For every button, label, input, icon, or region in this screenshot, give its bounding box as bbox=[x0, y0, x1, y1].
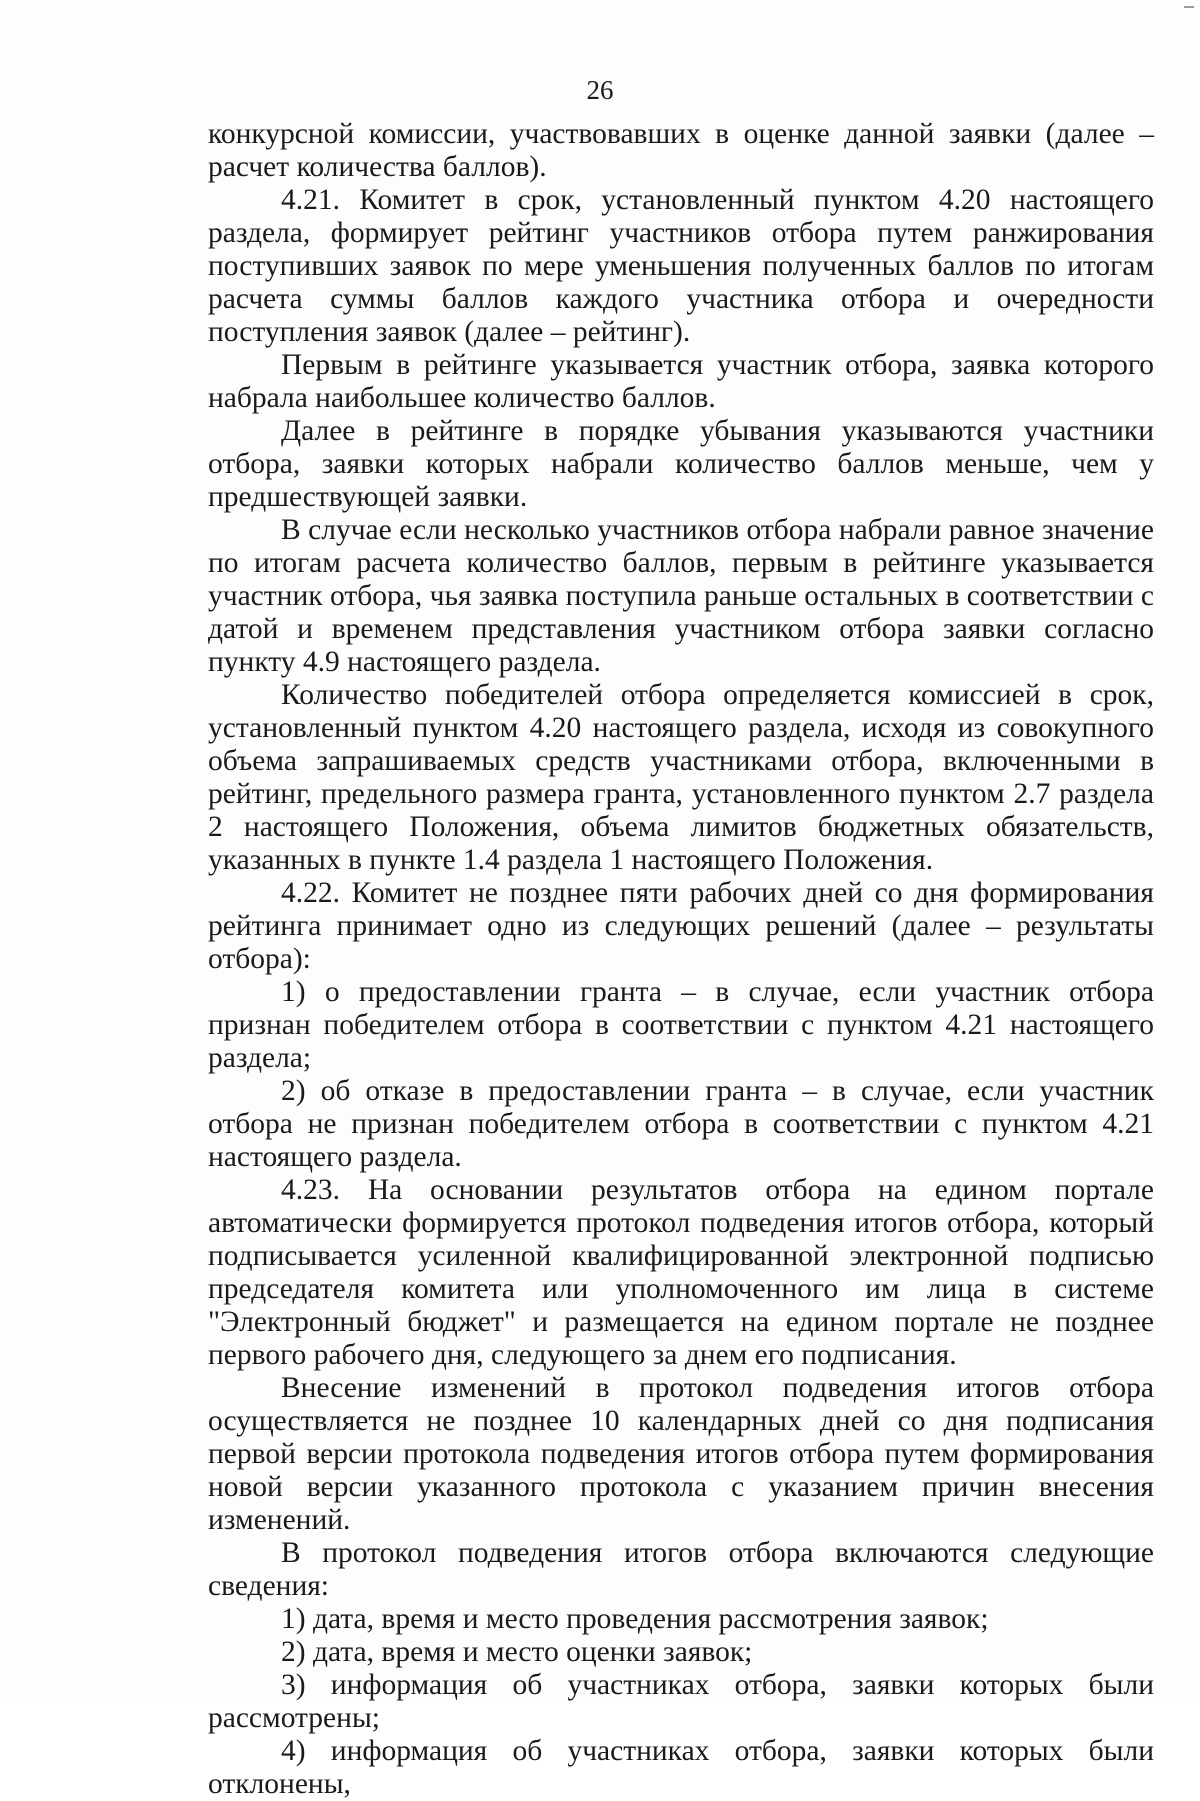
paragraph-equal-scores: В случае если несколько участников отбора набрали равное значение по итогам расчета количество баллов, первым в рейтинге указывается участник отбора, чья заявка поступила раньше остальных в соответствии с датой и временем представления участником отбора заявки согласно пункту 4.9 настоящего раздела. bbox=[208, 514, 1154, 678]
paragraph-protocol-changes: Внесение изменений в протокол подведения итогов отбора осуществляется не позднее 10 календарных дней со дня подписания первой версии протокола подведения итогов отбора путем формирования новой версии указанного протокола с указанием причин внесения изменений. bbox=[208, 1372, 1154, 1536]
list-item-evaluation-date: 2) дата, время и место оценки заявок; bbox=[281, 1636, 753, 1668]
page-body bbox=[208, 118, 1154, 1801]
paragraph-4-22: 4.22. Комитет не позднее пяти рабочих дней со дня формирования рейтинга принимает одно из следующих решений (далее – результаты отбора): bbox=[208, 877, 1154, 975]
list-item-reviewed-participants: 3) информация об участниках отбора, заявки которых были рассмотрены; bbox=[208, 1669, 1154, 1734]
list-item-grant-provision: 1) о предоставлении гранта – в случае, если участник отбора признан победителем отбора в соответствии с пунктом 4.21 настоящего раздела; bbox=[208, 976, 1154, 1074]
list-item-grant-refusal: 2) об отказе в предоставлении гранта – в случае, если участник отбора не признан победителем отбора в соответствии с пунктом 4.21 настоящего раздела. bbox=[208, 1075, 1154, 1173]
paragraph-4-23: 4.23. На основании результатов отбора на едином портале автоматически формируется протокол подведения итогов отбора, который подписывается усиленной квалифицированной электронной подписью председателя комитета или уполномоченного им лица в системе "Электронный бюджет" и размещается на едином портале не позднее первого рабочего дня, следующего за днем его подписания. bbox=[208, 1174, 1154, 1371]
page-number: 26 bbox=[586, 75, 614, 105]
scan-edge-mark bbox=[1184, 6, 1194, 8]
list-item-review-date: 1) дата, время и место проведения рассмотрения заявок; bbox=[281, 1603, 989, 1635]
paragraph-protocol-contents: В протокол подведения итогов отбора включаются следующие сведения: bbox=[208, 1537, 1154, 1602]
paragraph-winners-count: Количество победителей отбора определяется комиссией в срок, установленный пунктом 4.20 настоящего раздела, исходя из совокупного объема запрашиваемых средств участниками отбора, включенными в рейтинг, предельного размера гранта, установленного пунктом 2.7 раздела 2 настоящего Положения, объема лимитов бюджетных обязательств, указанных в пункте 1.4 раздела 1 настоящего Положения. bbox=[208, 679, 1154, 876]
paragraph-continuation: конкурсной комиссии, участвовавших в оценке данной заявки (далее – расчет количества баллов). bbox=[208, 118, 1154, 183]
paragraph-4-21: 4.21. Комитет в срок, установленный пунктом 4.20 настоящего раздела, формирует рейтинг участников отбора путем ранжирования поступивших заявок по мере уменьшения полученных баллов по итогам расчета суммы баллов каждого участника отбора и очередности поступления заявок (далее – рейтинг). bbox=[208, 184, 1154, 348]
paragraph-rating-order: Далее в рейтинге в порядке убывания указываются участники отбора, заявки которых набрали количество баллов меньше, чем у предшествующей заявки. bbox=[208, 415, 1154, 513]
paragraph-rating-first: Первым в рейтинге указывается участник отбора, заявка которого набрала наибольшее количество баллов. bbox=[208, 349, 1154, 414]
list-item-rejected-participants: 4) информация об участниках отбора, заявки которых были отклонены, bbox=[208, 1735, 1154, 1800]
